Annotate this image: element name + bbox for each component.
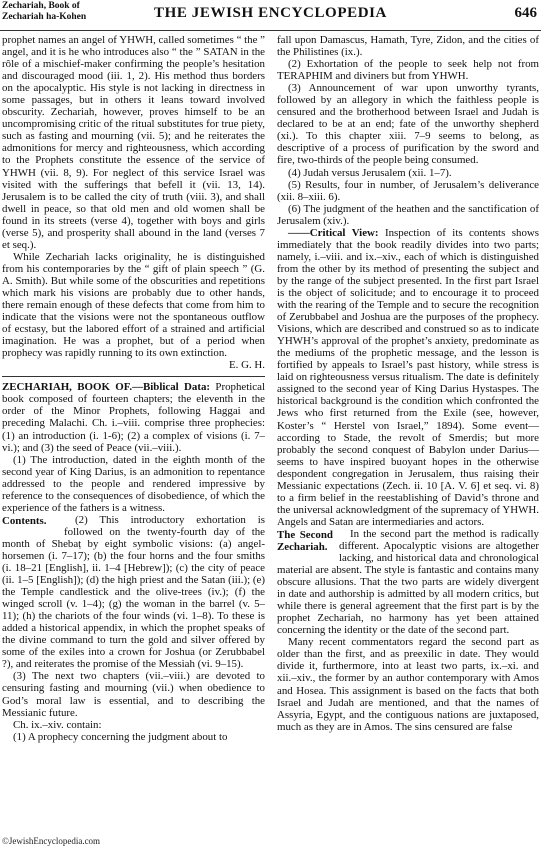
paragraph: (5) Results, four in number, of Jerusalem’s deliverance (xii. 8–xiii. 6).	[277, 178, 539, 203]
side-heading-contents: Contents.	[2, 514, 47, 527]
author-signature: E. G. H.	[229, 359, 265, 372]
entry-intro-paragraph	[2, 381, 265, 453]
running-head-line-2: Zechariah ha-Kohen	[2, 11, 87, 22]
paragraph-text: (2) This introductory exhortation is followed on the twenty-fourth day of the month of Shebaṭ by eight symbolic visions: (a) angel-horsemen (i. 7–17); (b) the four horns and the four smiths (i. 18–21 [English], ii. 1–4 [Hebrew]); (c) the city of peace (ii. 1–5 [English]); (d) the high priest and the Satan (iii.); (e) the Temple candlestick and the olive-trees (iv.); (f) the winged scroll (v. 1–4); (g) the woman in the barrel (v. 5–11); (h) the chariots of the four winds (vi. 1–8). To these is added a historical appendix, in which the prophet speaks of the divine command to turn the gold and silver offered by some of the exiles into a crown for Joshua (or Zerubbabel ?), and reiterates the promise of the Messiah (vi. 9–15).	[2, 513, 265, 671]
paragraph: While Zechariah lacks originality, he is distinguished from his contemporaries by the “ gift of plain speech ” (G. A. Smith). But while some of the obscurities and repetitions which mark his visions are probably due to other hands, there remain enough of these defects that come from him to indicate that the visions were not the spontaneous outflow of ecstasy, but the labored effort of a strained and artificial imagination. He was a prophet, but of a period when prophecy was rapidly running to its own extinction.	[2, 250, 265, 360]
left-column	[2, 34, 265, 743]
page-header	[0, 0, 541, 31]
paragraph: (3) The next two chapters (vii.–viii.) are devoted to censuring fasting and mourning (vii.) when obedience to God’s moral law is essential, and to describing the Messianic future.	[2, 670, 265, 719]
entry-title: ZECHARIAH, BOOK OF.—Biblical Data:	[2, 381, 211, 394]
running-head-line-1: Zechariah, Book of	[2, 1, 80, 11]
paragraph: (1) The introduction, dated in the eighth month of the second year of King Darius, is an admonition to repentance addressed to the people and rendered impressive by reference to the consequences of disobedience, of which the experience of the fathers is a witness.	[2, 453, 265, 514]
page-number: 646	[514, 5, 537, 21]
critical-view-text: Inspection of its contents shows immediately that the book readily divides into two parts; namely, i.–viii. and ix.–xiv., each of which is distinguished from the other by its method of presenting the subject and by the range of the subject presented. In the first part Israel is the object of solicitude; and to encourage it to proceed with the rearing of the Temple and to secure the recognition of Zerubbabel and Joshua are the purposes of the prophecy. Visions, which are described and construed so as to indicate YHWH’s approval of the prophet’s anxiety, predominate as the mediums of the prophetic message, and the lesson is fortified by appeals to Israel’s past history, while stress is laid on righteousness versus ritualism. The date is definitely assigned to the second year of King Darius Hystaspes. The historical background is the condition which confronted the Jews who first returned from the Exile (see, however, Koster’s “ Herstel von Israel,” 1894). Some event—according to Stade, the revolt of Smerdis; but more probably the second conquest of Babylon under Darius—seems to have inspired buoyant hopes in the otherwise despondent congregation in Jerusalem, thus raising their Messianic expectations (Zech. ii. 10 [A. V. 6] et seq. vi. 8) to a firm belief in the reestablishing of David’s throne and the universal acknowledgment of the supremacy of YHWH. Angels and Satan are intermediaries and actors.	[277, 226, 539, 528]
paragraph: (3) Announcement of war upon unworthy tyrants, followed by an allegory in which the faithless people is censured and the brotherhood between Israel and Judah is declared to be at an end; fate of the unworthy shepherd (xi.). To this chapter xiii. 7–9 seems to belong, as descriptive of a process of purification by the sword and fire, two-thirds of the people being consumed.	[277, 82, 539, 167]
paragraph-with-side-head	[277, 528, 539, 636]
journal-title: THE JEWISH ENCYCLOPEDIA	[153, 5, 387, 21]
paragraph: (1) A prophecy concerning the judgment about to	[13, 730, 228, 743]
paragraph-text: In the second part the method is radically different. Apocalyptic visions are altogether lacking, and historical data and chronological material are absent. The style is fantastic and contains many obscure allusions. That the two parts are widely divergent in date and authorship is admitted by all modern critics, but while there is general agreement that the first part is by the prophet Zechariah, no harmony has yet been attained concerning the identity or the date of the second part.	[277, 527, 539, 637]
paragraph: Many recent commentators regard the second part as older than the first, and as preexilic in date. They would divide it, furthermore, into at least two parts, ix.–xi. and xii.–xiv., the former by an author contemporary with Amos and Hosea. This assignment is based on the facts that both Israel and Judah are mentioned, and that the names of Assyria, Egypt, and the contiguous nations are juxtaposed, much as they are in Amos. The sins censured are false	[277, 636, 539, 733]
critical-view-heading: ——Critical View:	[288, 226, 379, 239]
paragraph: prophet names an angel of YHWH, called sometimes “ the ” angel, and it is he who introduces also “ the ” SATAN in the rôle of a mischief-maker confirming the people’s hesitation and discouraged mood (iii. 1, 2). His method thus borders on the apocalyptic. His style is not lacking in directness in some passages, but in others it leans toward involved obscurity. Zechariah, however, proves himself to be an uncompromising critic of the ritual substitutes for true piety, such as fasting and mourning (vii. 5); and he reiterates the admonitions for mercy and righteousness, which according to the Prophets constitute the essence of the service of YHWH (vii. 8, 9). For neglect of this service Israel was visited with the sufferings that befell it (vii. 13, 14). Jerusalem is to be called the city of truth (viii. 3), and shall dwell in peace, so that old men and old women shall be found in its streets (verse 4), together with boys and girls (verse 5), and prosperity shall abound in the land (verses 7 et seq.).	[2, 34, 265, 251]
copyright-footer: ©JewishEncyclopedia.com	[2, 836, 101, 846]
paragraph-with-side-head	[2, 514, 265, 671]
paragraph: (2) Exhortation of the people to seek help not from TERAPHIM and diviners but from YHWH.	[277, 58, 539, 83]
paragraph: (6) The judgment of the heathen and the sanctification of Jerusalem (xiv.).	[277, 202, 539, 227]
right-column	[277, 34, 539, 733]
critical-view-paragraph	[277, 227, 539, 528]
section-divider	[2, 376, 265, 377]
paragraph: Ch. ix.–xiv. contain:	[13, 718, 102, 731]
entry-intro-text: Prophetical book composed of fourteen chapters; the eleventh in the order of the Minor Prophets, following Haggai and preceding Malachi. Ch. i.–viii. comprise three prophecies: (1) an introduction (i. 1-6); (2) a complex of visions (i. 7–vi.); and (3) the seed of Peace (vii.–viii.).	[2, 381, 266, 454]
side-heading-second-zechariah: The Second Zechariah.	[277, 528, 333, 553]
paragraph: fall upon Damascus, Hamath, Tyre, Zidon, and the cities of the Philistines (ix.).	[277, 34, 539, 59]
paragraph: (4) Judah versus Jerusalem (xii. 1–7).	[288, 166, 452, 179]
